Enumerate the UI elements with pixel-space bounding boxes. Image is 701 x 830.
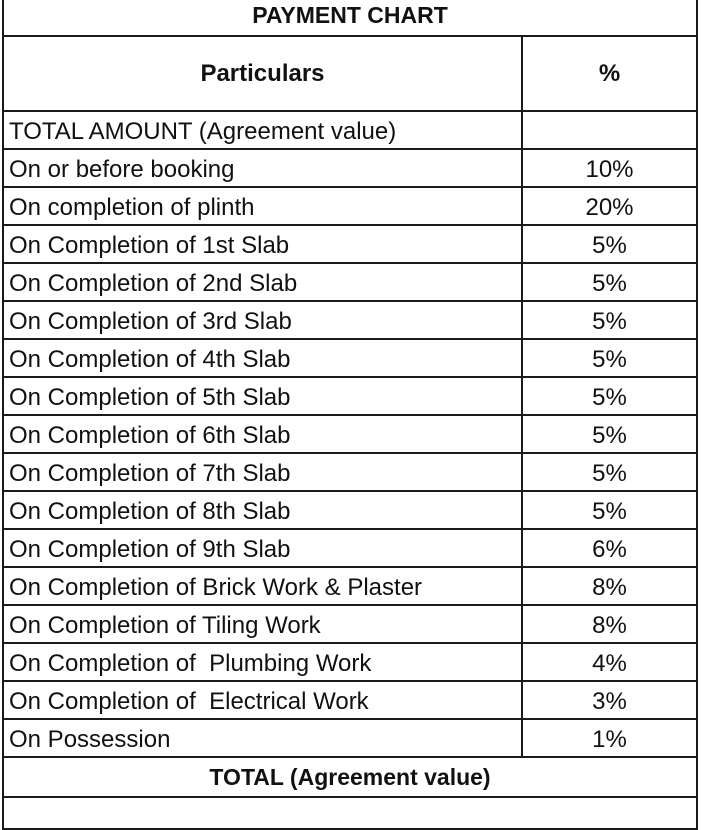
table-row: [3, 339, 697, 377]
payment-chart-table: [2, 0, 698, 830]
particular-cell: On Completion of 1st Slab: [3, 225, 522, 263]
table-row: [3, 643, 697, 681]
percent-cell: 5%: [522, 301, 697, 339]
percent-cell: 8%: [522, 605, 697, 643]
blank-cell: [3, 797, 697, 829]
particular-cell: On Completion of 3rd Slab: [3, 301, 522, 339]
particular-cell: On Completion of Brick Work & Plaster: [3, 567, 522, 605]
particular-cell: On Completion of 7th Slab: [3, 453, 522, 491]
particular-cell: On Completion of Tiling Work: [3, 605, 522, 643]
percent-cell: 5%: [522, 339, 697, 377]
percent-cell: 4%: [522, 643, 697, 681]
table-row: [3, 301, 697, 339]
particular-cell: On or before booking: [3, 149, 522, 187]
particular-cell: On Completion of 2nd Slab: [3, 263, 522, 301]
percent-cell: 8%: [522, 567, 697, 605]
percent-cell: 6%: [522, 529, 697, 567]
particular-cell: On Completion of Electrical Work: [3, 681, 522, 719]
table-row: [3, 453, 697, 491]
particulars-header: Particulars: [3, 36, 522, 111]
table-row: [3, 605, 697, 643]
particular-cell: On Possession: [3, 719, 522, 757]
table-row: [3, 567, 697, 605]
chart-title: PAYMENT CHART: [3, 0, 697, 36]
table-row: [3, 225, 697, 263]
particular-cell: On Completion of 9th Slab: [3, 529, 522, 567]
particular-cell: On Completion of 5th Slab: [3, 377, 522, 415]
table-row: [3, 263, 697, 301]
percent-cell: 5%: [522, 377, 697, 415]
particular-cell: TOTAL AMOUNT (Agreement value): [3, 111, 522, 149]
table-row: [3, 529, 697, 567]
chart-title-row: [3, 0, 697, 36]
particular-cell: On completion of plinth: [3, 187, 522, 225]
particular-cell: On Completion of Plumbing Work: [3, 643, 522, 681]
table-row: [3, 149, 697, 187]
table-row: [3, 491, 697, 529]
percent-cell: 5%: [522, 263, 697, 301]
header-row: [3, 36, 697, 111]
particular-cell: On Completion of 6th Slab: [3, 415, 522, 453]
particular-cell: On Completion of 8th Slab: [3, 491, 522, 529]
percent-cell: 20%: [522, 187, 697, 225]
total-row: [3, 757, 697, 797]
percent-cell: 10%: [522, 149, 697, 187]
percent-cell: 5%: [522, 453, 697, 491]
percent-cell: 5%: [522, 415, 697, 453]
percent-cell: 5%: [522, 491, 697, 529]
table-row: [3, 681, 697, 719]
particular-cell: On Completion of 4th Slab: [3, 339, 522, 377]
table-row: [3, 377, 697, 415]
percent-cell: 3%: [522, 681, 697, 719]
percent-cell: 1%: [522, 719, 697, 757]
table-row: [3, 187, 697, 225]
blank-row: [3, 797, 697, 829]
total-label: TOTAL (Agreement value): [3, 757, 697, 797]
percent-header: %: [522, 36, 697, 111]
table-row: [3, 719, 697, 757]
table-row: [3, 111, 697, 149]
percent-cell: 5%: [522, 225, 697, 263]
percent-cell: [522, 111, 697, 149]
table-row: [3, 415, 697, 453]
